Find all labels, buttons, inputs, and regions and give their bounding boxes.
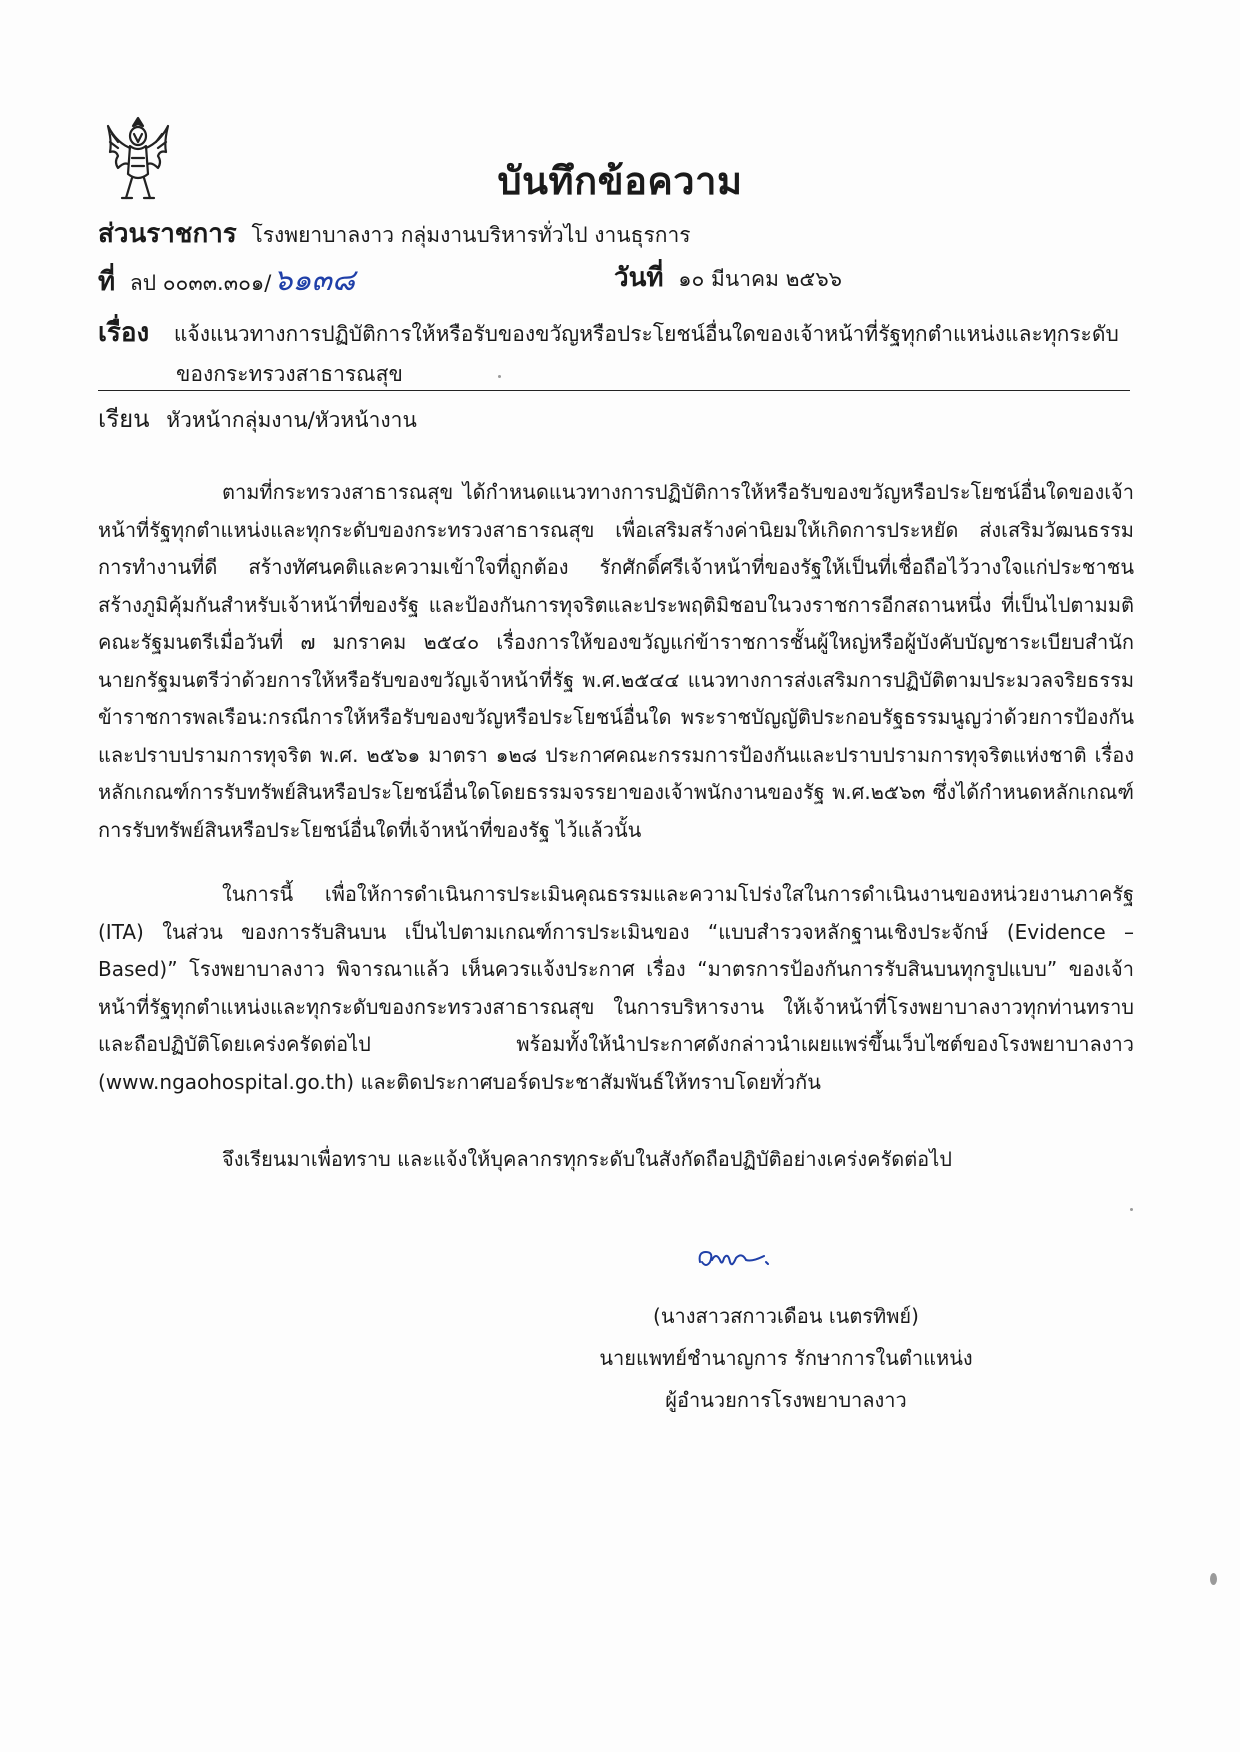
subject-label: เรื่อง: [98, 318, 150, 348]
department-value: โรงพยาบาลงาว กลุ่มงานบริหารทั่วไป งานธุรการ: [251, 223, 691, 247]
body-paragraph-2: ในการนี้ เพื่อให้การดำเนินการประเมินคุณธรรมและความโปร่งใสในการดำเนินงานของหน่วยงานภาครัฐ (ITA) ในส่วน ของการรับสินบน เป็นไปตามเกณฑ์การประเมินของ “แบบสำรวจหลักฐานเชิงประจักษ์ (Evidence – Based)” โรงพยาบาลงาว พิจารณาแล้ว เห็นควรแจ้งประกาศ เรื่อง “มาตรการป้องกันการรับสินบนทุกรูปแบบ” ของเจ้าหน้าที่รัฐทุกตำแหน่งและทุกระดับของกระทรวงสาธารณสุข ในการบริหารงาน ให้เจ้าหน้าที่โรงพยาบาลงาวทุกท่านทราบและถือปฏิบัติโดยเคร่งครัดต่อไป พร้อมทั้งให้นำประกาศดังกล่าวนำเผยแพร่ขึ้นเว็บไซต์ของโรงพยาบาลงาว (www.ngaohospital.go.th) และติดประกาศบอร์ดประชาสัมพันธ์ให้ทราบโดยทั่วกัน: [98, 882, 1134, 1094]
signatory-position-2: ผู้อำนวยการโรงพยาบาลงาว: [665, 1388, 907, 1412]
closing-sentence: จึงเรียนมาเพื่อทราบ และแจ้งให้บุคลากรทุกระดับในสังกัดถือปฏิบัติอย่างเคร่งครัดต่อไป: [222, 1147, 952, 1171]
scan-speck: [1210, 1573, 1217, 1585]
subject-row: [98, 312, 1119, 353]
scan-speck: [1130, 1208, 1133, 1211]
date-row: [614, 257, 842, 298]
recipient-value: หัวหน้ากลุ่มงาน/หัวหน้างาน: [166, 408, 417, 432]
reference-number: ลป ๐๐๓๓.๓๐๑/: [129, 271, 272, 295]
reference-label: ที่: [98, 267, 116, 297]
reference-row: [98, 257, 355, 304]
subject-line1: แจ้งแนวทางการปฏิบัติการให้หรือรับของขวัญหรือประโยชน์อื่นใดของเจ้าหน้าที่รัฐทุกตำแหน่งและทุกระดับ: [173, 322, 1119, 346]
header-divider: [98, 390, 1130, 391]
department-label: ส่วนราชการ: [98, 219, 237, 249]
date-label: วันที่: [614, 263, 664, 293]
recipient-label: เรียน: [98, 405, 150, 433]
subject-line2: ของกระทรวงสาธารณสุข: [176, 362, 403, 386]
reference-handwritten-number: ๖๑๓๘: [273, 263, 356, 298]
body-paragraph-1: ตามที่กระทรวงสาธารณสุข ได้กำหนดแนวทางการปฏิบัติการให้หรือรับของขวัญหรือประโยชน์อื่นใดของเจ้าหน้าที่รัฐทุกตำแหน่งและทุกระดับของกระทรวงสาธารณสุข เพื่อเสริมสร้างค่านิยมให้เกิดการประหยัด ส่งเสริมวัฒนธรรมการทำงานที่ดี สร้างทัศนคติและความเข้าใจที่ถูกต้อง รักศักดิ์ศรีเจ้าหน้าที่ของรัฐให้เป็นที่เชื่อถือไว้วางใจแก่ประชาชน สร้างภูมิคุ้มกันสำหรับเจ้าหน้าที่ของรัฐ และป้องกันการทุจริตและประพฤติมิชอบในวงราชการอีกสถานหนึ่ง ที่เป็นไปตามมติคณะรัฐมนตรีเมื่อวันที่ ๗ มกราคม ๒๕๔๐ เรื่องการให้ของขวัญแก่ข้าราชการชั้นผู้ใหญ่หรือผู้บังคับบัญชาระเบียบสำนักนายกรัฐมนตรีว่าด้วยการให้หรือรับของขวัญเจ้าหน้าที่รัฐ พ.ศ.๒๕๔๔ แนวทางการส่งเสริมการปฏิบัติตามประมวลจริยธรรมข้าราชการพลเรือน:กรณีการให้หรือรับของขวัญหรือประโยชน์อื่นใด พระราชบัญญัติประกอบรัฐธรรมนูญว่าด้วยการป้องกันและปราบปรามการทุจริต พ.ศ. ๒๕๖๑ มาตรา ๑๒๘ ประกาศคณะกรรมการป้องกันและปราบปรามการทุจริตแห่งชาติ เรื่องหลักเกณฑ์การรับทรัพย์สินหรือประโยชน์อื่นใดโดยธรรมจรรยาของเจ้าพนักงานของรัฐ พ.ศ.๒๕๖๓ ซึ่งได้กำหนดหลักเกณฑ์การรับทรัพย์สินหรือประโยชน์อื่นใดที่เจ้าหน้าที่ของรัฐ ไว้แล้วนั้น: [98, 480, 1134, 842]
signatory-name: (นางสาวสกาวเดือน เนตรทิพย์): [653, 1304, 919, 1328]
document-title: บันทึกข้อความ: [497, 159, 743, 203]
handwritten-signature: [692, 1242, 772, 1276]
scan-speck: [498, 375, 501, 378]
date-value: ๑๐ มีนาคม ๒๕๖๖: [678, 267, 842, 291]
department-row: [98, 213, 691, 254]
signatory-position-1: นายแพทย์ชำนาญการ รักษาการในตำแหน่ง: [599, 1346, 973, 1370]
recipient-row: [98, 399, 417, 438]
